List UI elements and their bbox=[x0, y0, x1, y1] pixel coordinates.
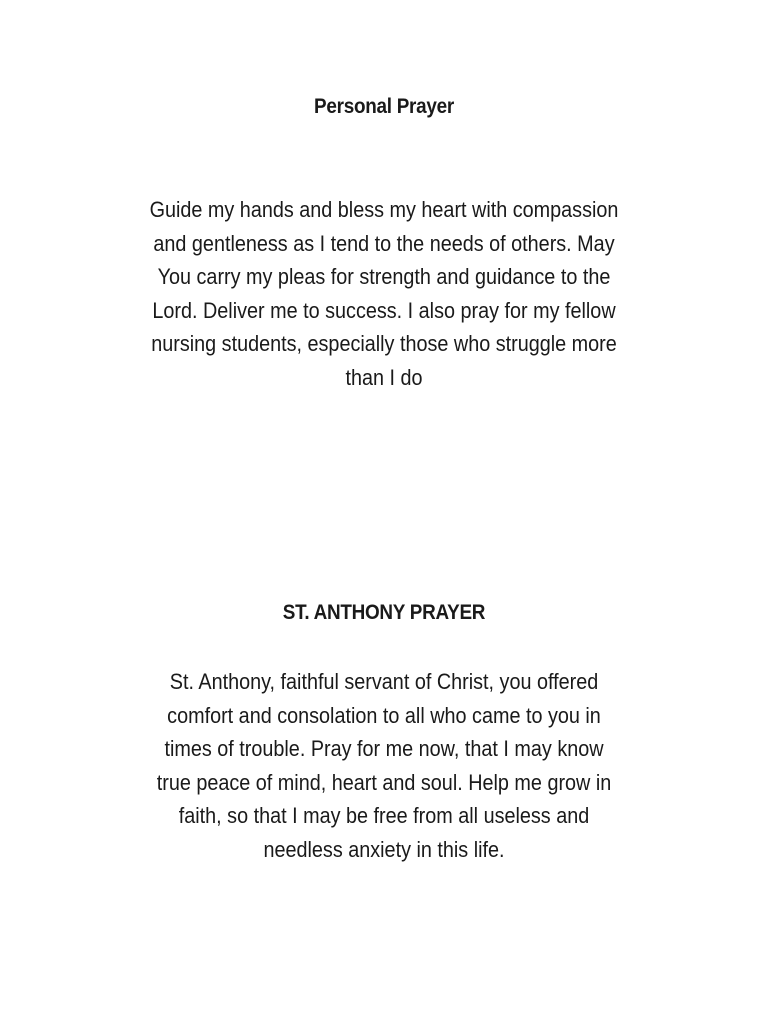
text-line: comfort and consolation to all who came to you in bbox=[167, 702, 601, 728]
st-anthony-prayer-title: ST. ANTHONY PRAYER bbox=[282, 601, 486, 624]
personal-prayer-text bbox=[0, 193, 768, 395]
text-line: needless anxiety in this life. bbox=[263, 836, 505, 862]
text-line: faith, so that I may be free from all useless and bbox=[178, 803, 590, 829]
text-line: and gentleness as I tend to the needs of others. May bbox=[153, 230, 615, 256]
text-line: Guide my hands and bless my heart with compassion bbox=[149, 197, 619, 222]
text-line: St. Anthony, faithful servant of Christ, you offered bbox=[169, 669, 599, 694]
text-line: You carry my pleas for strength and guidance to the bbox=[157, 264, 611, 290]
text-line: than I do bbox=[345, 364, 423, 390]
text-line: nursing students, especially those who struggle more bbox=[151, 331, 617, 357]
personal-prayer-title: Personal Prayer bbox=[314, 95, 454, 118]
text-line: Lord. Deliver me to success. I also pray for my fellow bbox=[152, 297, 616, 323]
st-anthony-prayer-text bbox=[0, 665, 768, 867]
text-line: true peace of mind, heart and soul. Help me grow in bbox=[156, 769, 612, 795]
text-line: times of trouble. Pray for me now, that I may know bbox=[164, 736, 604, 762]
